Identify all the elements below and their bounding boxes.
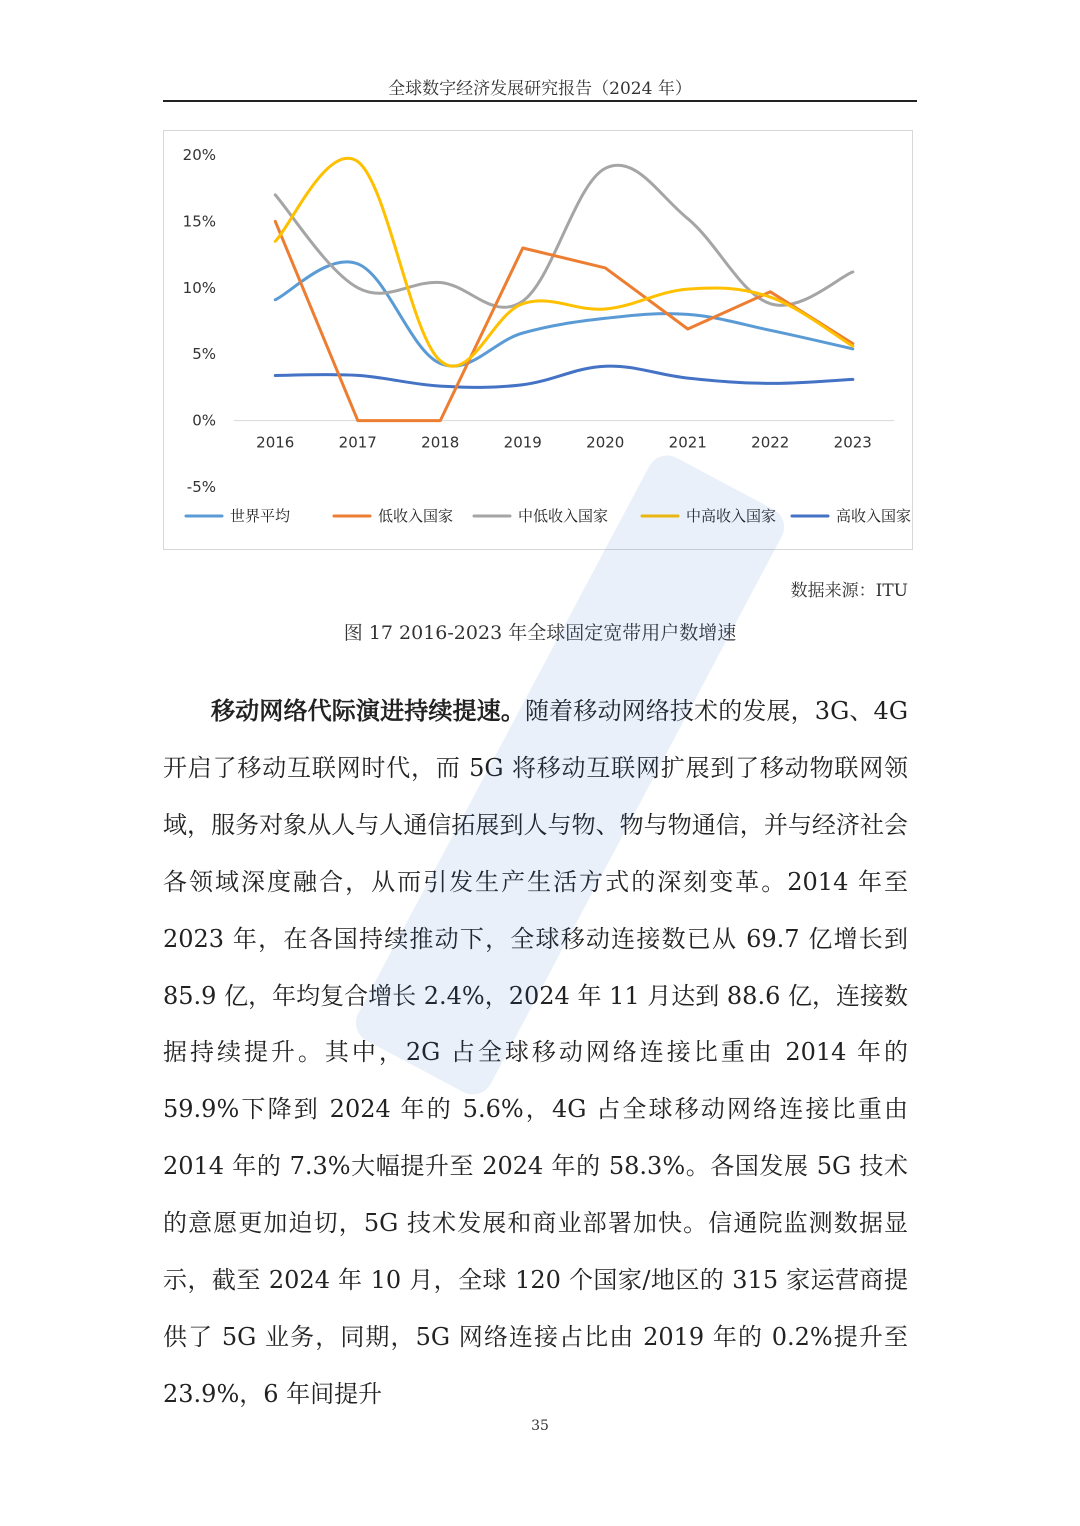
legend-label: 中低收入国家 xyxy=(518,507,609,525)
series-line xyxy=(275,366,853,387)
legend-label: 中高收入国家 xyxy=(686,507,777,525)
legend-label: 世界平均 xyxy=(230,507,291,525)
header-rule xyxy=(163,100,917,102)
legend-label: 低收入国家 xyxy=(378,507,454,525)
y-tick-label: 15% xyxy=(182,212,216,231)
source-note: 数据来源：ITU xyxy=(790,581,908,601)
paragraph-text: 随着移动网络技术的发展，3G、4G 开启了移动互联网时代，而 5G 将移动互联网扩展到了移动物联网领域，服务对象从人与人通信拓展到人与物、物与物通信，并与经济社会各领域深度融合，从而引发生产生活方式的深刻变革。2014 年至 2023 年，在各国持续推动下，全球移动连接数已从 69.7 亿增长到 85.9 亿，年均复合增长 2.4%，2024 年 11 月达到 88.6 亿，连接数据持续提升。其中，2G 占全球移动网络连接比重由 2014 年的 59.9%下降到 2024 年的 5.6%，4G 占全球移动网络连接比重由 2014 年的 7.3%大幅提升至 2024 年的 58.3%。各国发展 5G 技术的意愿更加迫切，5G 技术发展和商业部署加快。信通院监测数据显示，截至 2024 年 10 月，全球 120 个国家/地区的 315 家运营商提供了 5G 业务，同期，5G 网络连接占比由 2019 年的 0.2%提升至 23.9%，6 年间提升 xyxy=(163,697,908,1408)
y-tick-label: 0% xyxy=(192,411,216,430)
legend-label: 高收入国家 xyxy=(836,507,912,525)
y-tick-label: 10% xyxy=(182,278,216,297)
line-chart xyxy=(164,131,912,549)
x-tick-label: 2022 xyxy=(751,433,790,452)
series-line xyxy=(275,165,853,307)
series-line xyxy=(275,158,853,366)
series-line xyxy=(275,262,853,366)
x-tick-label: 2019 xyxy=(503,433,542,452)
body-paragraph xyxy=(163,683,908,1423)
y-tick-label: -5% xyxy=(186,478,216,496)
paragraph-lead: 移动网络代际演进持续提速。 xyxy=(211,697,525,725)
x-tick-label: 2016 xyxy=(256,433,295,452)
chart-container xyxy=(163,130,913,550)
series-line xyxy=(275,221,853,420)
running-header: 全球数字经济发展研究报告（2024 年） xyxy=(388,79,692,99)
y-tick-label: 5% xyxy=(192,345,216,364)
x-tick-label: 2018 xyxy=(421,433,460,452)
x-tick-label: 2020 xyxy=(586,433,625,452)
y-tick-label: 20% xyxy=(182,146,216,164)
page-number: 35 xyxy=(531,1418,549,1434)
figure-caption: 图 17 2016-2023 年全球固定宽带用户数增速 xyxy=(343,622,737,644)
x-tick-label: 2021 xyxy=(668,433,707,452)
x-tick-label: 2017 xyxy=(338,433,377,452)
x-tick-label: 2023 xyxy=(833,433,872,452)
